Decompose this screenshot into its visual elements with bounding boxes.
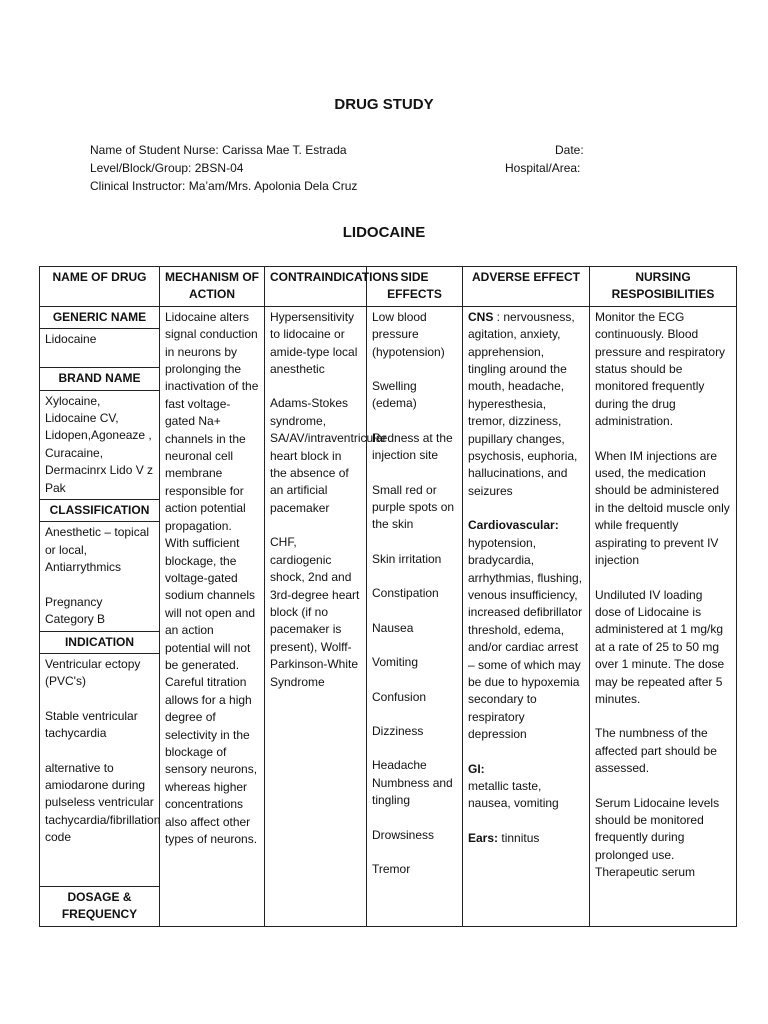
drug-study-table	[39, 266, 737, 927]
classification-label: CLASSIFICATION	[40, 500, 159, 522]
header-contraindications: CONTRAINDICATIONS	[265, 267, 367, 307]
side-effect-item: Low blood pressure (hypotension)	[372, 309, 445, 359]
nursing-cell	[590, 306, 737, 926]
level-line: Level/Block/Group: 2BSN-04	[90, 161, 244, 175]
nursing-item: Undiluted IV loading dose of Lidocaine is administered at 1 mg/kg at a rate of 25 to 50 mg over 1 minute. The dose may be repeated after 5 minutes.	[595, 587, 725, 706]
side-effect-item: Nausea	[372, 620, 414, 635]
brand-name-label: BRAND NAME	[40, 368, 159, 390]
adverse-cardio	[468, 517, 584, 743]
generic-name-label: GENERIC NAME	[40, 307, 159, 329]
drug-heading: LIDOCAINE	[342, 224, 426, 241]
contraindication-item: CHF, cardiogenic shock, 2nd and 3rd-degree heart block (if no pacemaker is present), Wolff-Parkinson-White Syndrome	[270, 535, 360, 689]
generic-name-value: Lidocaine	[40, 329, 159, 368]
hospital-label: Hospital/Area:	[505, 161, 581, 175]
document-title: DRUG STUDY	[334, 96, 434, 113]
pregnancy-category: Pregnancy Category B	[45, 594, 106, 627]
gi-text: metallic taste, nausea, vomiting	[468, 778, 559, 811]
adverse-ears	[468, 830, 584, 847]
ears-label: Ears:	[468, 830, 499, 845]
side-effect-item: Redness at the injection site	[372, 430, 453, 463]
nursing-item: Serum Lidocaine levels should be monitored frequently during prolonged use. Therapeutic serum	[595, 795, 720, 880]
side-effect-item: Headache Numbness and tingling	[372, 758, 453, 808]
side-effect-item: Confusion	[372, 689, 427, 704]
table-body-row	[40, 306, 737, 926]
side-effect-item: Skin irritation	[372, 551, 442, 566]
dosage-frequency-label: DOSAGE & FREQUENCY	[61, 889, 138, 922]
cardio-label: Cardiovascular:	[468, 518, 559, 533]
mechanism-cell	[160, 306, 265, 926]
header-nursing: NURSING RESPOSIBILITIES	[590, 267, 737, 307]
instructor-line: Clinical Instructor: Ma’am/Mrs. Apolonia Dela Cruz	[90, 179, 358, 193]
name-of-drug-cell	[40, 306, 160, 926]
side-effect-item: Swelling (edema)	[372, 379, 417, 411]
cns-label: CNS	[468, 309, 494, 324]
side-effect-item: Small red or purple spots on the skin	[372, 482, 455, 532]
nursing-item: When IM injections are used, the medication should be administered in the deltoid muscle only while frequently aspirating to prevent IV injection	[595, 448, 730, 568]
header-mechanism: MECHANISM OF ACTION	[160, 267, 265, 307]
contraindications-cell	[265, 306, 387, 926]
date-label: Date:	[555, 143, 584, 157]
adverse-cns	[468, 309, 584, 500]
student-nurse-line: Name of Student Nurse: Carissa Mae T. Estrada	[90, 143, 347, 157]
side-effect-item: Vomiting	[372, 655, 419, 670]
classification-value: Anesthetic – topical or local, Antiarrythmics	[45, 525, 150, 575]
ears-text: tinnitus	[498, 830, 540, 845]
header-side-effects: SIDE EFFECTS	[367, 267, 463, 307]
side-effect-item: Tremor	[372, 861, 411, 876]
indication-item: Ventricular ectopy (PVC's)	[45, 656, 141, 689]
cardio-text: hypotension, bradycardia, arrhythmias, flushing, venous insufficiency, increased defibrillator threshold, edema, and/or cardiac arrest – some of which may be due to hypoxemia secondary to respiratory depression	[468, 535, 583, 742]
indication-cell	[40, 653, 159, 886]
gi-label: GI:	[468, 761, 485, 776]
side-effect-item: Dizziness	[372, 723, 424, 738]
student-info	[90, 141, 357, 195]
contraindication-item: Hypersensitivity to lidocaine or amide-type local anesthetic	[270, 309, 358, 377]
brand-name-value: Xylocaine, Lidocaine CV, Lidopen,Agoneaze , Curacaine, Dermacinrx Lido V z Pak	[40, 390, 159, 499]
table-header-row	[40, 267, 737, 307]
header-name-of-drug: NAME OF DRUG	[40, 267, 160, 307]
indication-item: alternative to amiodarone during pulseless ventricular tachycardia/fibrillation code	[45, 760, 161, 845]
side-effect-item: Drowsiness	[372, 827, 435, 842]
adverse-effect-cell	[463, 306, 590, 926]
name-subtable	[40, 307, 159, 926]
side-effect-item: Constipation	[372, 586, 439, 601]
date-hospital-info	[505, 141, 584, 177]
adverse-gi	[468, 761, 584, 813]
classification-cell	[40, 522, 159, 631]
cns-text: : nervousness, agitation, anxiety, apprehension, tingling around the mouth, headache, hyperesthesia, tremor, dizziness, pupillary changes, psychosis, euphoria, hallucinations, and seizures	[468, 309, 578, 498]
header-adverse-effect: ADVERSE EFFECT	[463, 267, 590, 307]
mechanism-text: Lidocaine alters signal conduction in neurons by prolonging the inactivation of the fast voltage-gated Na+ channels in the neuronal cell membrane responsible for action potential propagation. With sufficient blockage, the voltage-gated sodium channels will not open and an action potential will not be generated. Careful titration allows for a high degree of selectivity in the blockage of sensory neurons, whereas higher concentrations also affect other types of neurons.	[165, 309, 259, 846]
side-effects-cell	[367, 306, 463, 926]
indication-label: INDICATION	[40, 631, 159, 653]
nursing-item: The numbness of the affected part should be assessed.	[595, 726, 717, 776]
indication-item: Stable ventricular tachycardia	[45, 708, 138, 741]
contraindication-item: Adams-Stokes syndrome, SA/AV/intraventricular heart block in the absence of an artificial pacemaker	[270, 396, 387, 515]
nursing-item: Monitor the ECG continuously. Blood pressure and respiratory status should be monitored frequently during the drug administration.	[595, 309, 726, 429]
